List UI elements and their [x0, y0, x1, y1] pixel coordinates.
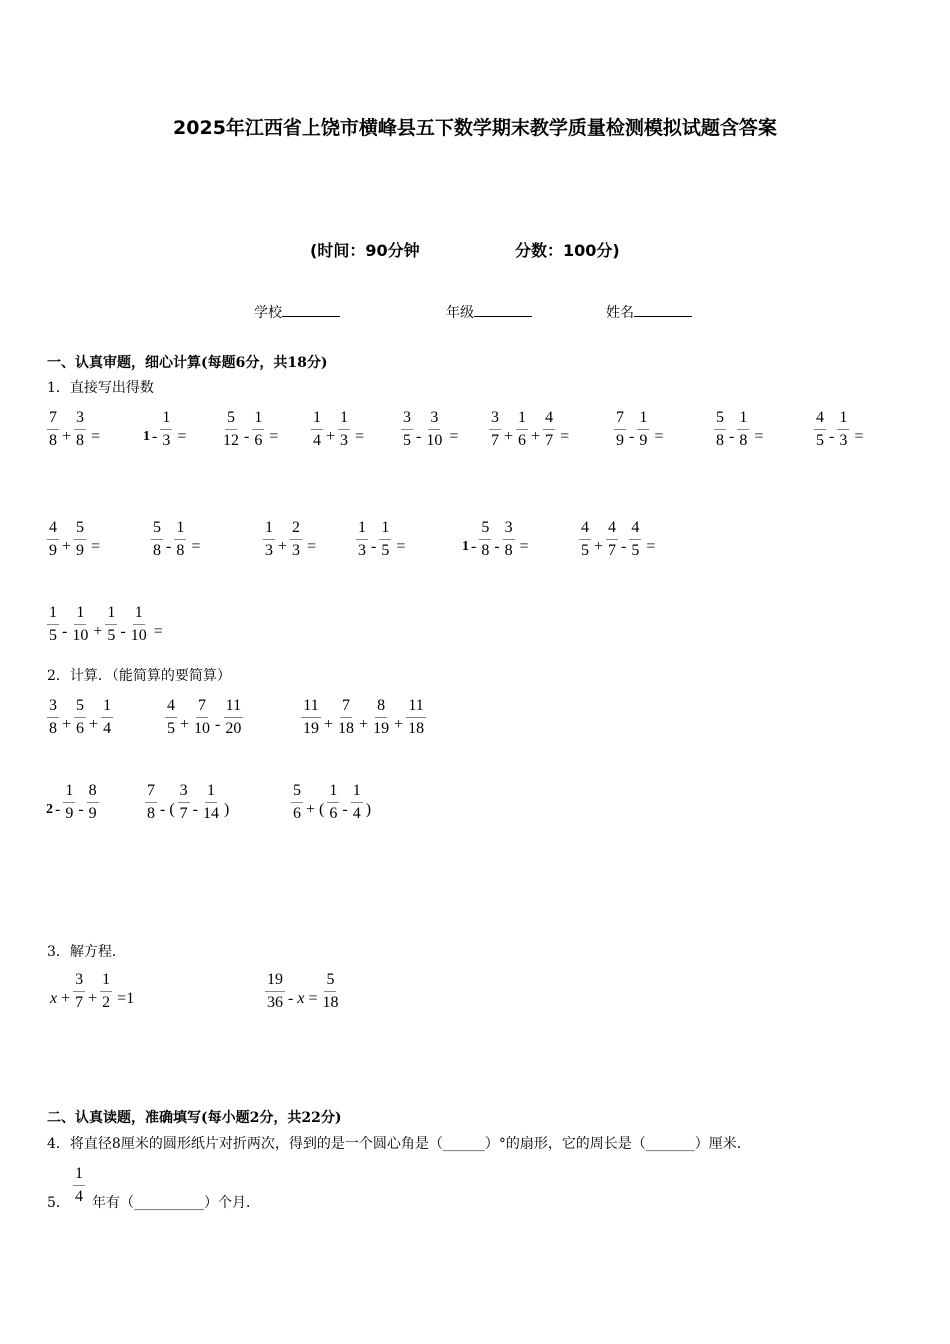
fraction: $\frac{3}{7}$	[491, 409, 499, 449]
fraction: $\frac{7}{18}$	[338, 697, 355, 737]
grade-field[interactable]: 年级	[446, 302, 532, 322]
expr-4c: $\frac{11}{19}$ + $\frac{7}{18}$ + $\frac{8}{19}$ + $\frac{11}{18}$	[303, 697, 425, 737]
expr-2c: $\frac{1}{3}$ + $\frac{2}{3}$ =	[265, 519, 317, 559]
fraction: $\frac{4}{5}$	[816, 409, 824, 449]
fraction: $\frac{5}{18}$	[322, 971, 339, 1011]
fraction: $\frac{4}{5}$	[631, 519, 640, 559]
fraction: $\frac{1}{3}$	[340, 409, 349, 449]
expr-1g: $\frac{7}{9}$ - $\frac{1}{9}$ =	[616, 409, 664, 449]
fraction: $\frac{4}{7}$	[608, 519, 617, 559]
fraction: $\frac{1}{9}$	[65, 782, 74, 822]
fraction: $\frac{4}{5}$	[167, 697, 175, 737]
school-field[interactable]: 学校	[254, 302, 340, 322]
fraction: $\frac{11}{19}$	[303, 697, 319, 737]
fraction: $\frac{5}{6}$	[76, 697, 85, 737]
fraction: $\frac{1}{3}$	[265, 519, 273, 559]
fraction: $\frac{7}{10}$	[194, 697, 211, 737]
fraction: $\frac{1}{4}$	[313, 409, 321, 449]
fraction: $\frac{3}{7}$	[75, 971, 84, 1011]
expr-1d: $\frac{1}{4}$ + $\frac{1}{3}$ =	[313, 409, 365, 449]
fraction: $\frac{1}{8}$	[739, 409, 748, 449]
fraction: $\frac{1}{4}$	[103, 697, 112, 737]
fraction: $\frac{8}{9}$	[88, 782, 97, 822]
expr-4b: $\frac{4}{5}$ + $\frac{7}{10}$ - $\frac{11}{20}$	[167, 697, 242, 737]
equation-1: x + $\frac{3}{7}$ + $\frac{1}{2}$ =1	[50, 971, 135, 1011]
fraction: $\frac{1}{4}$	[75, 1165, 83, 1205]
question-4-text: 4．将直径8厘米的圆形纸片对折两次，得到的是一个圆心角是（______）°的扇形，它的周长是（_______）厘米．	[47, 1136, 751, 1152]
question-3-label: 3．解方程．	[47, 944, 126, 960]
fraction: $\frac{5}{8}$	[481, 519, 490, 559]
fraction: $\frac{1}{6}$	[254, 409, 263, 449]
fraction: $\frac{1}{2}$	[102, 971, 111, 1011]
expr-1h: $\frac{5}{8}$ - $\frac{1}{8}$ =	[716, 409, 764, 449]
fraction: $\frac{3}{8}$	[49, 697, 57, 737]
fraction: $\frac{1}{5}$	[381, 519, 390, 559]
fraction: $\frac{1}{6}$	[329, 782, 338, 822]
section-1-heading: 一、认真审题，细心计算(每题6分，共18分)	[47, 355, 328, 371]
expr-1e: $\frac{3}{5}$ - $\frac{3}{10}$ =	[403, 409, 459, 449]
expr-5a: 2 - $\frac{1}{9}$ - $\frac{8}{9}$	[46, 782, 97, 822]
fraction: $\frac{19}{36}$	[267, 971, 283, 1011]
fraction: $\frac{11}{20}$	[225, 697, 242, 737]
fraction: $\frac{7}{8}$	[49, 409, 57, 449]
name-field[interactable]: 姓名	[606, 302, 692, 322]
fraction: $\frac{3}{8}$	[504, 519, 513, 559]
expr-2b: $\frac{5}{8}$ - $\frac{1}{8}$ =	[153, 519, 201, 559]
fraction: $\frac{5}{12}$	[223, 409, 239, 449]
fraction: $\frac{4}{9}$	[49, 519, 57, 559]
fraction: $\frac{2}{3}$	[292, 519, 301, 559]
question-5-fraction	[72, 1166, 86, 1205]
fraction: $\frac{1}{6}$	[518, 409, 527, 449]
question-5-number: 5．	[47, 1195, 70, 1211]
expr-2d: $\frac{1}{3}$ - $\frac{1}{5}$ =	[358, 519, 406, 559]
score-label: 分数：100分)	[515, 241, 620, 260]
fraction: $\frac{1}{14}$	[202, 782, 219, 822]
expr-1c: $\frac{5}{12}$ - $\frac{1}{6}$ =	[223, 409, 279, 449]
question-1-label: 1．直接写出得数	[47, 380, 154, 396]
fraction: $\frac{1}{10}$	[72, 604, 89, 644]
fraction: $\frac{5}{8}$	[153, 519, 161, 559]
fraction: $\frac{5}{6}$	[293, 782, 301, 822]
fraction: $\frac{4}{5}$	[581, 519, 589, 559]
fraction: $\frac{7}{8}$	[147, 782, 155, 822]
fraction: $\frac{1}{3}$	[839, 409, 848, 449]
expr-5b: $\frac{7}{8}$ - ( $\frac{3}{7}$ - $\frac{1}{14}$ )	[147, 782, 230, 822]
fraction: $\frac{1}{9}$	[639, 409, 648, 449]
section-2-heading: 二、认真读题，准确填写(每小题2分，共22分)	[47, 1110, 342, 1126]
fraction: $\frac{1}{3}$	[358, 519, 366, 559]
equation-2: $\frac{19}{36}$ - x = $\frac{5}{18}$	[267, 971, 339, 1011]
expr-1b: 1 - $\frac{1}{3}$ =	[143, 409, 187, 449]
expr-4a: $\frac{3}{8}$ + $\frac{5}{6}$ + $\frac{1}{4}$	[49, 697, 112, 737]
fraction: $\frac{3}{10}$	[426, 409, 443, 449]
fraction: $\frac{1}{10}$	[130, 604, 147, 644]
fraction: $\frac{5}{9}$	[76, 519, 85, 559]
time-label: (时间：90分钟	[310, 241, 420, 260]
fraction: $\frac{7}{9}$	[616, 409, 624, 449]
fraction: $\frac{1}{8}$	[176, 519, 185, 559]
fraction: $\frac{4}{7}$	[545, 409, 554, 449]
fraction: $\frac{3}{8}$	[76, 409, 85, 449]
fraction: $\frac{3}{7}$	[179, 782, 188, 822]
fraction: $\frac{1}{5}$	[49, 604, 57, 644]
question-2-label: 2．计算．（能简算的要简算）	[47, 668, 231, 684]
fraction: $\frac{3}{5}$	[403, 409, 411, 449]
expr-1a: $\frac{7}{8}$ + $\frac{3}{8}$ =	[49, 409, 101, 449]
expr-1i: $\frac{4}{5}$ - $\frac{1}{3}$ =	[816, 409, 864, 449]
expr-2a: $\frac{4}{9}$ + $\frac{5}{9}$ =	[49, 519, 101, 559]
fraction: $\frac{11}{18}$	[408, 697, 425, 737]
fraction: $\frac{1}{3}$	[162, 409, 171, 449]
fraction: $\frac{1}{4}$	[352, 782, 361, 822]
expr-2e: 1 - $\frac{5}{8}$ - $\frac{3}{8}$ =	[462, 519, 529, 559]
expr-2f: $\frac{4}{5}$ + $\frac{4}{7}$ - $\frac{4}{5}$ =	[581, 519, 656, 559]
fraction: $\frac{5}{8}$	[716, 409, 724, 449]
expr-3a: $\frac{1}{5}$ - $\frac{1}{10}$ + $\frac{1}{5}$ - $\frac{1}{10}$ =	[49, 604, 163, 644]
page-title: 2025年江西省上饶市横峰县五下数学期末教学质量检测模拟试题含答案	[173, 117, 777, 139]
fraction: $\frac{8}{19}$	[373, 697, 390, 737]
fraction: $\frac{1}{5}$	[107, 604, 116, 644]
question-5-text: 年有（__________）个月．	[92, 1195, 260, 1211]
expr-5c: $\frac{5}{6}$ + ( $\frac{1}{6}$ - $\frac{1}{4}$ )	[293, 782, 372, 822]
expr-1f: $\frac{3}{7}$ + $\frac{1}{6}$ + $\frac{4}{7}$ =	[491, 409, 570, 449]
